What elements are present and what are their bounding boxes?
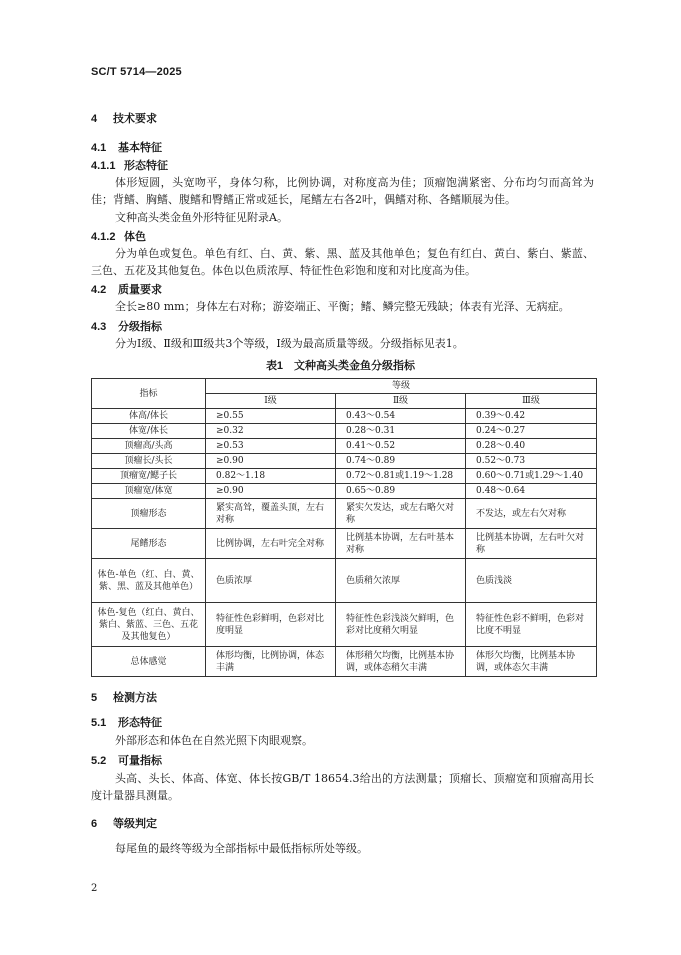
grade-2-value: 体形稍欠均衡，比例基本协调，或体态稍欠丰满 — [336, 647, 466, 677]
grade-2-value: 0.41～0.52 — [336, 439, 466, 454]
header-grade: 等级 — [206, 379, 597, 394]
grade-1-value: 比例协调，左右叶完全对称 — [206, 529, 336, 559]
table-row — [92, 409, 597, 424]
table-row — [92, 469, 597, 484]
grade-1-value: 体形均衡，比例协调，体态丰满 — [206, 647, 336, 677]
grade-2-value: 0.72～0.81或1.19～1.28 — [336, 469, 466, 484]
header-grade-2: Ⅱ级 — [336, 394, 466, 409]
row-indicator: 顶瘤长/头长 — [92, 454, 206, 469]
section-5-heading: 5 检测方法 — [91, 692, 157, 704]
grade-1-value: ≥0.90 — [206, 484, 336, 499]
table-row — [92, 439, 597, 454]
grade-1-value: ≥0.55 — [206, 409, 336, 424]
grade-1-value: ≥0.90 — [206, 454, 336, 469]
grade-1-value: ≥0.53 — [206, 439, 336, 454]
table-caption: 表1 文种高头类金鱼分级指标 — [265, 360, 416, 372]
table-row — [92, 499, 597, 529]
grade-3-value: 0.60～0.71或1.29～1.40 — [466, 469, 597, 484]
grade-2-value: 0.74～0.89 — [336, 454, 466, 469]
grade-1-value: ≥0.32 — [206, 424, 336, 439]
appendix-reference: 文种高头类金鱼外形特征见附录A。 — [115, 211, 288, 224]
table-row — [92, 424, 597, 439]
grade-3-value: 体形欠均衡，比例基本协调，或体态欠丰满 — [466, 647, 597, 677]
row-indicator: 顶瘤宽/鳃子长 — [92, 469, 206, 484]
grade-2-value: 比例基本协调，左右叶基本对称 — [336, 529, 466, 559]
grade-3-value: 特征性色彩不鲜明，色彩对比度不明显 — [466, 603, 597, 647]
table-row — [92, 484, 597, 499]
grade-3-value: 不发达，或左右欠对称 — [466, 499, 597, 529]
row-indicator: 尾鳍形态 — [92, 529, 206, 559]
grade-2-value: 紧实欠发达，或左右略欠对称 — [336, 499, 466, 529]
row-indicator: 体色-单色（红、白、黄、紫、黑、蓝及其他单色） — [92, 559, 206, 603]
grade-3-value: 0.52～0.73 — [466, 454, 597, 469]
grade-1-value: 特征性色彩鲜明，色彩对比度明显 — [206, 603, 336, 647]
row-indicator: 体色-复色（红白、黄白、紫白、紫蓝、三色、五花及其他复色） — [92, 603, 206, 647]
section-4-2-heading: 4.2 质量要求 — [91, 284, 162, 296]
header-grade-3: Ⅲ级 — [466, 394, 597, 409]
section-4-1-heading: 4.1 基本特征 — [91, 142, 162, 154]
measurement-paragraph: 头高、头长、体高、体宽、体长按GB/T 18654.3给出的方法测量；顶瘤长、顶瘤宽和顶瘤高用长度计量器具测量。 — [91, 772, 594, 802]
grade-2-value: 色质稍欠浓厚 — [336, 559, 466, 603]
section-4-heading: 4 技术要求 — [91, 113, 157, 125]
grade-2-value: 0.28～0.31 — [336, 424, 466, 439]
header-grade-1: Ⅰ级 — [206, 394, 336, 409]
grade-3-value: 0.48～0.64 — [466, 484, 597, 499]
standard-code: SC/T 5714—2025 — [91, 66, 182, 78]
morphology-paragraph: 体形短圆，头宽吻平，身体匀称，比例协调，对称度高为佳；顶瘤饱满紧密、分布均匀而高耸为佳；背鳍、胸鳍、腹鳍和臀鳍正常或延长，尾鳍左右各2叶，偶鳍对称、各鳍顺展为佳。 — [91, 176, 594, 206]
section-5-1-heading: 5.1 形态特征 — [91, 717, 162, 729]
row-indicator: 顶瘤形态 — [92, 499, 206, 529]
grading-table — [91, 378, 597, 677]
section-4-1-2-heading: 4.1.2 体色 — [91, 231, 146, 243]
quality-requirements-paragraph: 全长≥80 mm；身体左右对称；游姿端正、平衡；鳍、鳞完整无残缺；体表有光泽、无病症。 — [115, 300, 570, 313]
header-indicator: 指标 — [92, 379, 206, 409]
grade-2-value: 0.43～0.54 — [336, 409, 466, 424]
grade-determination-paragraph: 每尾鱼的最终等级为全部指标中最低指标所处等级。 — [115, 842, 368, 855]
row-indicator: 体高/体长 — [92, 409, 206, 424]
section-5-2-heading: 5.2 可量指标 — [91, 755, 162, 767]
table-row — [92, 454, 597, 469]
row-indicator: 总体感觉 — [92, 647, 206, 677]
grade-1-value: 0.82～1.18 — [206, 469, 336, 484]
section-6-heading: 6 等级判定 — [91, 818, 157, 830]
row-indicator: 顶瘤高/头高 — [92, 439, 206, 454]
page-number: 2 — [91, 883, 98, 894]
table-row — [92, 647, 597, 677]
section-4-3-heading: 4.3 分级指标 — [91, 321, 162, 333]
table-row — [92, 559, 597, 603]
row-indicator: 体宽/体长 — [92, 424, 206, 439]
grading-paragraph: 分为Ⅰ级、Ⅱ级和Ⅲ级共3个等级，Ⅰ级为最高质量等级。分级指标见表1。 — [115, 337, 464, 350]
table-row — [92, 603, 597, 647]
observation-paragraph: 外部形态和体色在自然光照下肉眼观察。 — [115, 734, 313, 747]
section-4-1-1-heading: 4.1.1 形态特征 — [91, 160, 168, 172]
table-header-row — [92, 379, 597, 394]
grade-1-value: 色质浓厚 — [206, 559, 336, 603]
grade-2-value: 特征性色彩浅淡欠鲜明，色彩对比度稍欠明显 — [336, 603, 466, 647]
grade-3-value: 0.28～0.40 — [466, 439, 597, 454]
table-row — [92, 529, 597, 559]
grade-3-value: 0.39～0.42 — [466, 409, 597, 424]
grade-3-value: 比例基本协调，左右叶欠对称 — [466, 529, 597, 559]
body-color-paragraph: 分为单色或复色。单色有红、白、黄、紫、黑、蓝及其他单色；复色有红白、黄白、紫白、紫蓝、三色、五花及其他复色。体色以色质浓厚、特征性色彩饱和度和对比度高为佳。 — [91, 247, 594, 277]
grade-3-value: 色质浅淡 — [466, 559, 597, 603]
row-indicator: 顶瘤宽/体宽 — [92, 484, 206, 499]
grade-3-value: 0.24～0.27 — [466, 424, 597, 439]
grade-2-value: 0.65～0.89 — [336, 484, 466, 499]
grade-1-value: 紧实高耸，覆盖头顶，左右对称 — [206, 499, 336, 529]
